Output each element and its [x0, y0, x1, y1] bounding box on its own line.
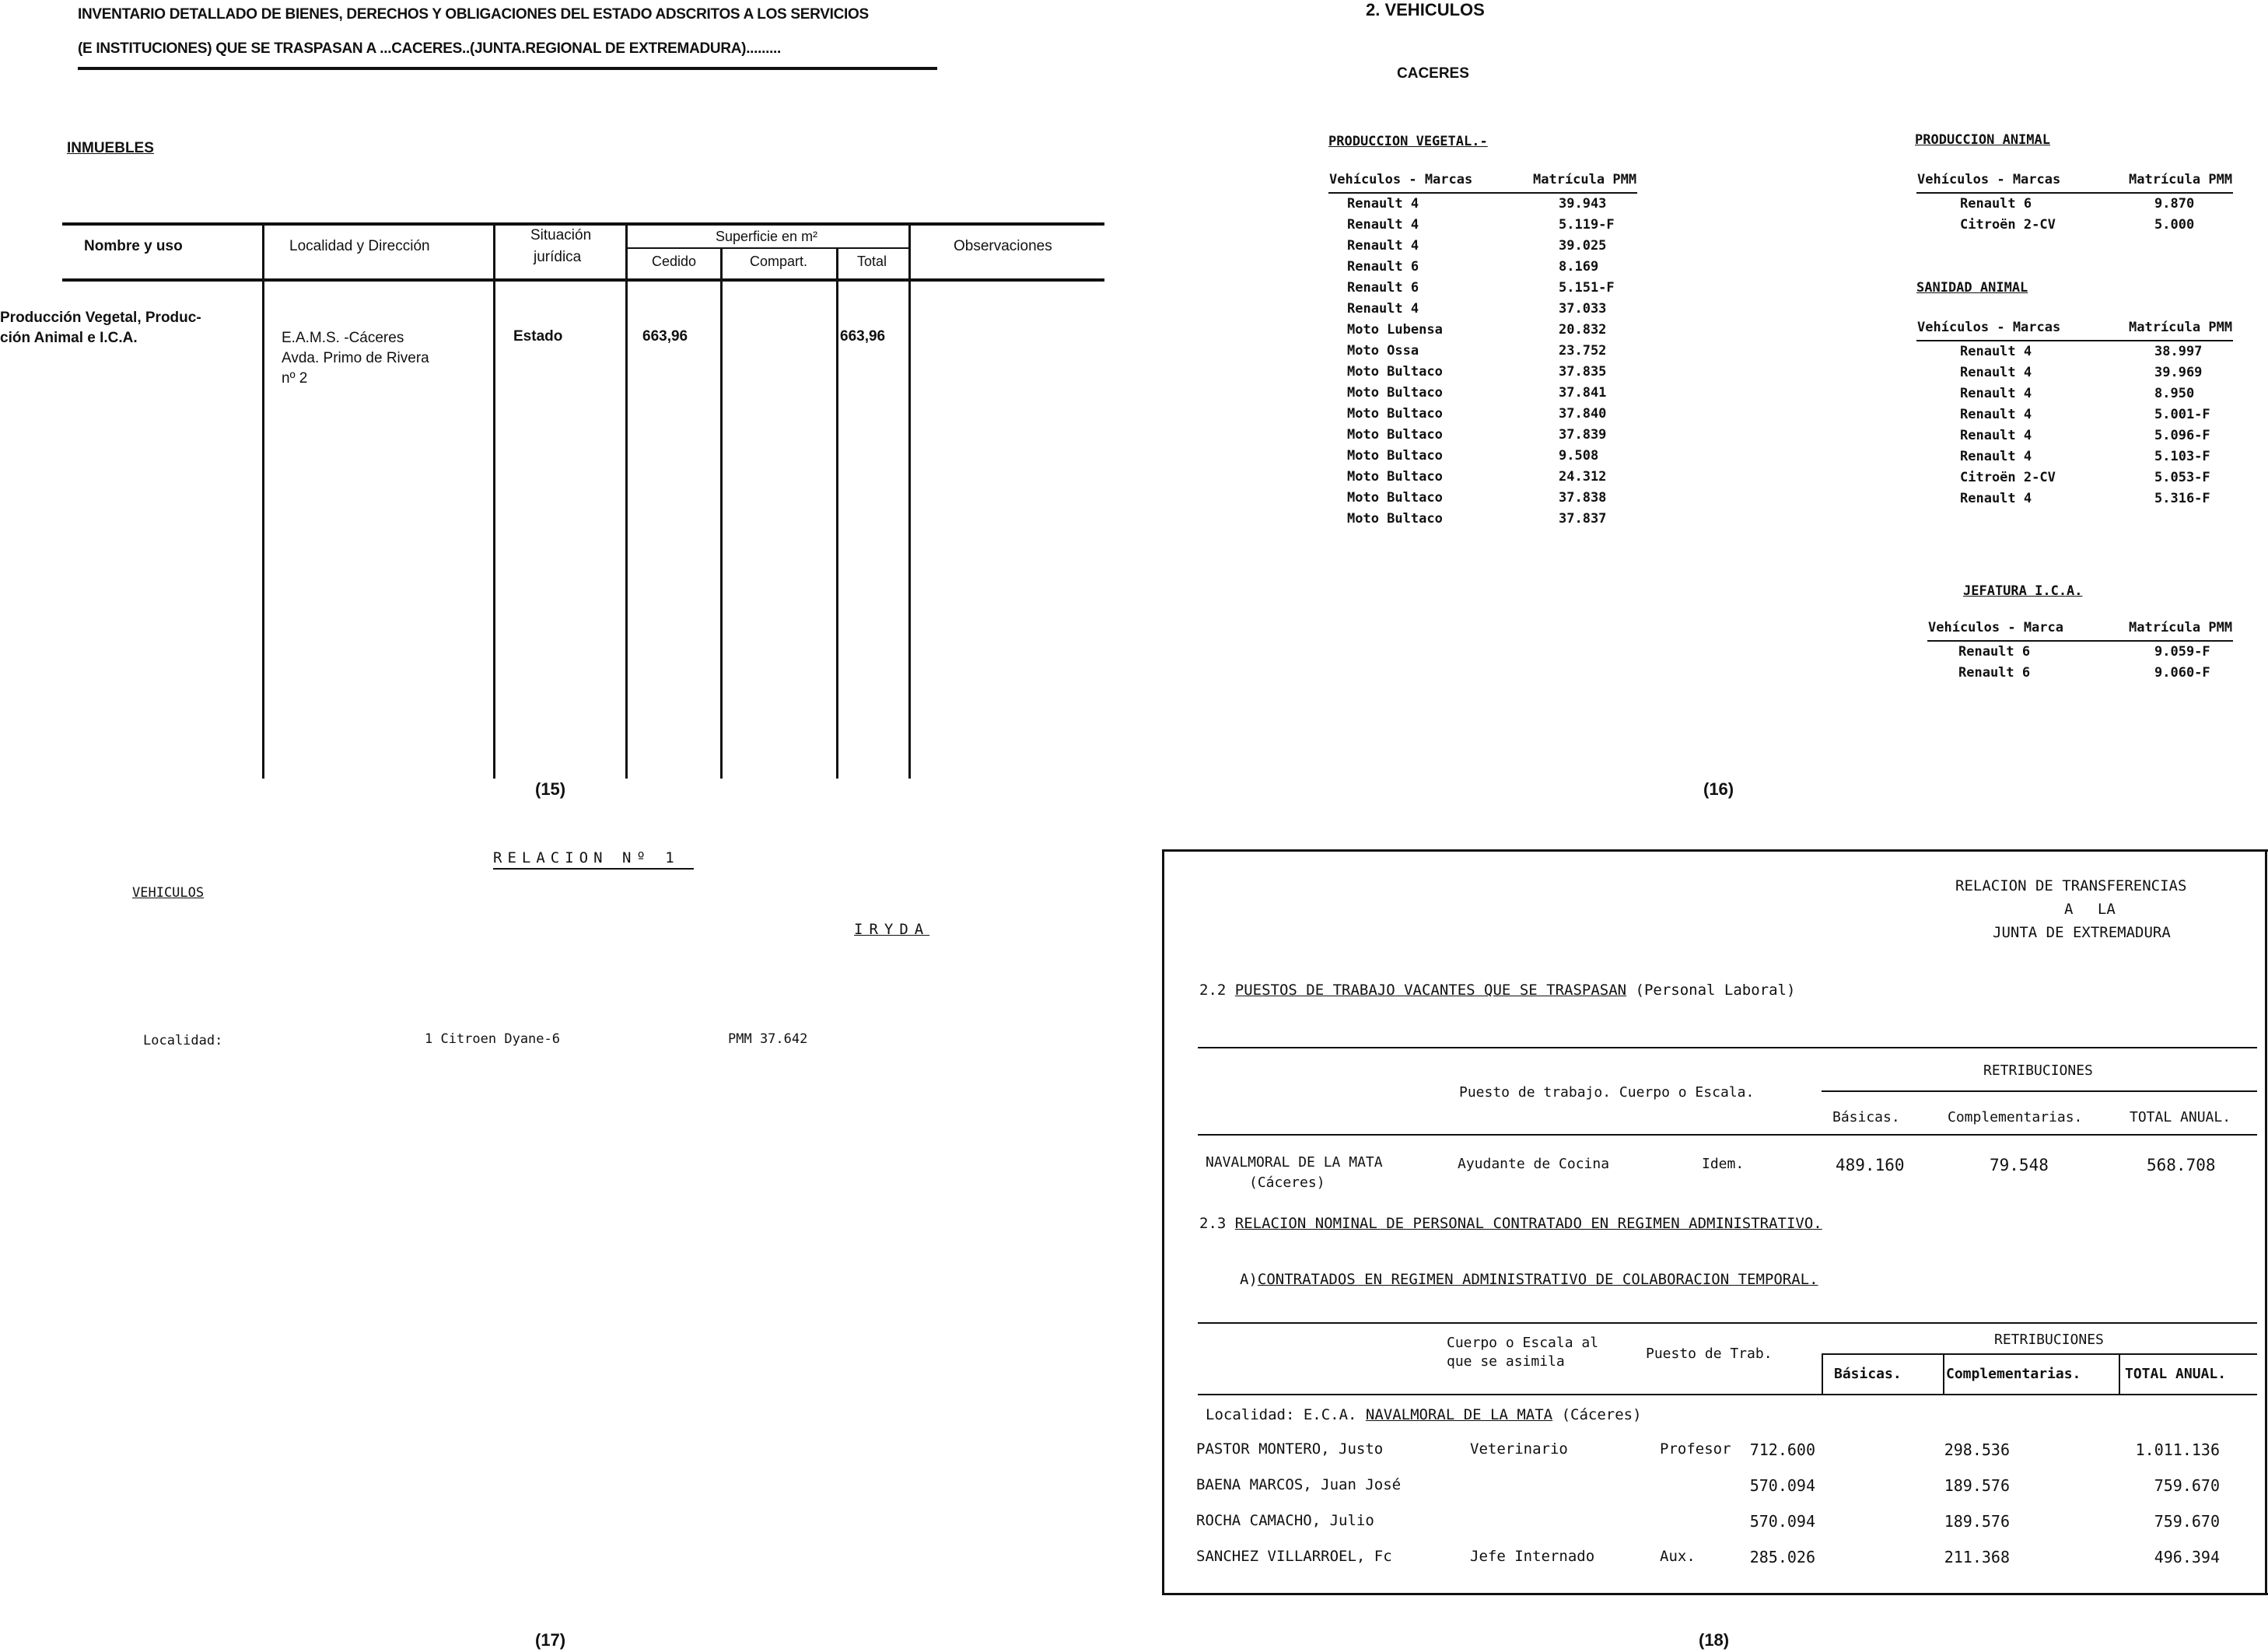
- col-divider: [720, 247, 723, 779]
- vehicle-row: [1328, 278, 1637, 299]
- vehicle-marca: Renault 4: [1960, 428, 2032, 443]
- t2-cell-nombre: ROCHA CAMACHO, Julio: [1196, 1512, 1374, 1529]
- t1-col-total: TOTAL ANUAL.: [2130, 1109, 2231, 1125]
- vehicle-matricula: 39.943: [1559, 196, 1607, 212]
- header-situacion-1: Situación: [530, 227, 592, 243]
- section-vehiculos: VEHICULOS: [132, 885, 205, 901]
- vehicle-matricula: 5.119-F: [1559, 217, 1615, 233]
- t2-col-compl: Complementarias.: [1946, 1366, 2081, 1382]
- vehicle-matricula: 37.839: [1559, 427, 1607, 443]
- vehicle-matricula: 39.025: [1559, 238, 1607, 254]
- vehicle-row: [1916, 467, 2233, 488]
- vehicle-row: [1916, 193, 2233, 215]
- page-number: (18): [1699, 1630, 1730, 1650]
- vehicle-matricula: 39.969: [2154, 365, 2203, 380]
- vehicle-matricula: 5.151-F: [1559, 280, 1615, 296]
- vehicle-matricula: 8.950: [2154, 386, 2195, 401]
- produccion-animal-title: PRODUCCION ANIMAL: [1915, 132, 2050, 148]
- t1-total: 568.708: [2147, 1156, 2216, 1174]
- vehicle-row: [1328, 425, 1637, 446]
- header-compart: Compart.: [750, 254, 808, 269]
- table-header-row: [1916, 319, 2233, 341]
- header-observaciones: Observaciones: [954, 238, 1052, 254]
- jefatura-table: [1927, 619, 2233, 684]
- row-localidad-2: Avda. Primo de Rivera: [282, 350, 429, 366]
- table-header-row: [1927, 619, 2233, 641]
- produccion-vegetal-title: PRODUCCION VEGETAL.-: [1328, 134, 1488, 149]
- t2-header-rule: [1198, 1394, 2257, 1395]
- t2-total-divider: [2119, 1353, 2120, 1394]
- vehicle-matricula: 38.997: [2154, 344, 2203, 359]
- t1-cuerpo: Idem.: [1702, 1156, 1745, 1172]
- page-17: [0, 832, 1089, 1652]
- t1-localidad-1: NAVALMORAL DE LA MATA: [1206, 1154, 1383, 1171]
- table-top-rule: [62, 222, 1104, 226]
- t2-cell-puesto: Aux.: [1660, 1548, 1696, 1565]
- col-marca: Vehículos - Marcas: [1328, 171, 1532, 193]
- vehicle-marca: Renault 6: [1960, 196, 2032, 212]
- relacion-title: RELACION Nº 1: [493, 849, 680, 866]
- vehicle-row: [1328, 215, 1637, 236]
- vehicle-marca: Moto Bultaco: [1347, 469, 1443, 485]
- vehicle-marca: Renault 4: [1960, 407, 2032, 422]
- vehicle-marca: Moto Lubensa: [1347, 322, 1443, 338]
- vehicle-marca: Citroën 2-CV: [1960, 470, 2056, 485]
- vehicle-row: [1328, 509, 1637, 530]
- inventory-heading-line1: INVENTARIO DETALLADO DE BIENES, DERECHOS Y OBLIGACIONES DEL ESTADO ADSCRITOS A LOS SERVICIOS: [78, 6, 869, 23]
- row-situacion: Estado: [513, 328, 563, 345]
- vehicle-row: [1328, 299, 1637, 320]
- vehicle-marca: Renault 4: [1960, 386, 2032, 401]
- vehicle-marca: Renault 4: [1347, 196, 1419, 212]
- section-a-title: CONTRATADOS EN REGIMEN ADMINISTRATIVO DE COLABORACION TEMPORAL.: [1257, 1271, 1818, 1288]
- t1-col-compl: Complementarias.: [1948, 1109, 2083, 1125]
- section-a-prefix: A): [1240, 1271, 1258, 1288]
- frame-left: [1162, 849, 1164, 1594]
- header-situacion-2: jurídica: [534, 249, 582, 265]
- page-15: [0, 0, 1089, 824]
- vehicle-matricula: 5.053-F: [2154, 470, 2210, 485]
- row-nombre-2: ción Animal e I.C.A.: [0, 330, 138, 346]
- table-header-row: [1328, 171, 1637, 193]
- vehicle-row: [1916, 446, 2233, 467]
- vehicle-matricula: 5.000: [2154, 217, 2195, 233]
- t2-cell-total: 496.394: [2154, 1548, 2220, 1566]
- vehicle-marca: Renault 6: [1347, 259, 1419, 275]
- vehicle-row: [1328, 257, 1637, 278]
- t2-cell-basicas: 570.094: [1749, 1512, 1815, 1531]
- t2-col-cuerpo-1: Cuerpo o Escala al: [1447, 1335, 1599, 1351]
- page-18: [1162, 849, 2268, 1652]
- vehiculo-matricula: PMM 37.642: [728, 1031, 808, 1047]
- produccion-animal-table: [1916, 171, 2233, 236]
- t2-retrib-rule: [1822, 1353, 2257, 1355]
- localidad-label: Localidad:: [143, 1033, 223, 1048]
- t2-localidad-name: NAVALMORAL DE LA MATA: [1365, 1406, 1553, 1423]
- produccion-vegetal-table: [1328, 171, 1637, 530]
- t2-cell-total: 759.670: [2154, 1476, 2220, 1495]
- vehicle-row: [1328, 446, 1637, 467]
- vehicle-matricula: 37.837: [1559, 511, 1607, 527]
- vehicle-marca: Renault 6: [1958, 644, 2031, 660]
- vehicle-matricula: 5.001-F: [2154, 407, 2210, 422]
- t2-cell-cuerpo: Veterinario: [1470, 1440, 1568, 1458]
- t2-cell-nombre: SANCHEZ VILLARROEL, Fc: [1196, 1548, 1392, 1565]
- vehicle-marca: Moto Bultaco: [1347, 364, 1443, 380]
- col-matricula: Matrícula PMM: [1532, 171, 1637, 193]
- vehicle-row: [1328, 383, 1637, 404]
- t2-cell-nombre: BAENA MARCOS, Juan José: [1196, 1476, 1402, 1493]
- t2-col-puesto: Puesto de Trab.: [1646, 1346, 1773, 1362]
- vehicle-row: [1328, 488, 1637, 509]
- header-nombre: Nombre y uso: [84, 238, 183, 254]
- t1-retrib-rule: [1822, 1090, 2257, 1092]
- t1-col-retrib: RETRIBUCIONES: [1983, 1062, 2093, 1079]
- vehicle-row: [1927, 663, 2233, 684]
- vehicle-row: [1328, 193, 1637, 215]
- inventory-heading-line2: (E INSTITUCIONES) QUE SE TRASPASAN A ...CACERES..(JUNTA.REGIONAL DE EXTREMADURA).........: [78, 40, 782, 57]
- t2-localidad: [1206, 1406, 1642, 1423]
- t2-col-basicas: Básicas.: [1834, 1366, 1902, 1382]
- vehicle-matricula: 8.169: [1559, 259, 1599, 275]
- section-2-2: [1199, 982, 1795, 999]
- col-divider: [836, 247, 838, 779]
- heading-rule: [78, 67, 937, 70]
- t1-top-rule: [1198, 1047, 2257, 1048]
- header-superficie: Superficie en m²: [716, 229, 818, 244]
- row-localidad-1: E.A.M.S. -Cáceres: [282, 330, 404, 346]
- header-total: Total: [857, 254, 887, 269]
- vehicle-marca: Moto Bultaco: [1347, 406, 1443, 422]
- t2-col-retrib: RETRIBUCIONES: [1994, 1332, 2104, 1348]
- vehicle-marca: Renault 4: [1960, 344, 2032, 359]
- vehicle-marca: Citroën 2-CV: [1960, 217, 2056, 233]
- jefatura-title: JEFATURA I.C.A.: [1963, 583, 2083, 599]
- row-total: 663,96: [840, 328, 886, 345]
- t1-col-puesto: Puesto de trabajo. Cuerpo o Escala.: [1459, 1084, 1755, 1101]
- vehicle-matricula: 5.316-F: [2154, 491, 2210, 506]
- vehicle-marca: Renault 4: [1960, 365, 2032, 380]
- t2-col-total: TOTAL ANUAL.: [2125, 1366, 2227, 1382]
- vehicle-marca: Renault 6: [1958, 665, 2031, 681]
- header-localidad: Localidad y Dirección: [289, 238, 430, 254]
- row-cedido: 663,96: [642, 328, 688, 345]
- vehicle-row: [1916, 425, 2233, 446]
- vehiculo-entry: 1 Citroen Dyane-6: [425, 1031, 560, 1047]
- header-cedido: Cedido: [652, 254, 697, 269]
- vehicle-marca: Renault 4: [1960, 491, 2032, 506]
- t2-cell-total: 1.011.136: [2135, 1440, 2220, 1459]
- t2-localidad-suffix: (Cáceres): [1552, 1406, 1642, 1423]
- superficie-rule: [627, 247, 908, 249]
- t1-header-rule: [1198, 1134, 2257, 1136]
- vehicle-row: [1927, 641, 2233, 663]
- vehicle-matricula: 37.838: [1559, 490, 1607, 506]
- vehicle-matricula: 9.060-F: [2154, 665, 2210, 681]
- vehicle-marca: Renault 4: [1347, 217, 1419, 233]
- vehicle-matricula: 37.835: [1559, 364, 1607, 380]
- t2-col-cuerpo-2: que se asimila: [1447, 1353, 1565, 1370]
- t2-cell-compl: 211.368: [1944, 1548, 2010, 1566]
- vehicle-row: [1916, 404, 2233, 425]
- vehicle-matricula: 5.096-F: [2154, 428, 2210, 443]
- vehicle-row: [1916, 362, 2233, 383]
- vehicle-marca: Renault 6: [1347, 280, 1419, 296]
- col-divider: [493, 222, 495, 779]
- t2-cell-puesto: Profesor: [1660, 1440, 1731, 1458]
- vehicle-matricula: 37.840: [1559, 406, 1607, 422]
- vehicle-matricula: 20.832: [1559, 322, 1607, 338]
- t1-col-basicas: Básicas.: [1832, 1109, 1900, 1125]
- t2-cell-basicas: 570.094: [1749, 1476, 1815, 1495]
- vehicle-marca: Moto Bultaco: [1347, 385, 1443, 401]
- col-matricula: Matrícula PMM: [2128, 619, 2233, 641]
- t1-compl: 79.548: [1990, 1156, 2049, 1174]
- col-marca: Vehículos - Marcas: [1916, 319, 2128, 341]
- col-matricula: Matrícula PMM: [2128, 319, 2233, 341]
- transfer-header-3: JUNTA DE EXTREMADURA: [1993, 924, 2171, 941]
- col-divider: [908, 222, 911, 779]
- vehicle-row: [1916, 341, 2233, 362]
- vehicle-row: [1916, 488, 2233, 509]
- frame-right: [2265, 849, 2267, 1594]
- section-2-3-number: 2.3: [1199, 1215, 1235, 1232]
- vehicle-row: [1916, 215, 2233, 236]
- vehicle-marca: Moto Bultaco: [1347, 448, 1443, 464]
- vehicle-marca: Renault 4: [1347, 238, 1419, 254]
- vehicle-matricula: 23.752: [1559, 343, 1607, 359]
- row-localidad-3: nº 2: [282, 370, 308, 387]
- vehicle-matricula: 9.870: [2154, 196, 2195, 212]
- t1-puesto: Ayudante de Cocina: [1458, 1156, 1610, 1172]
- t2-cell-compl: 189.576: [1944, 1512, 2010, 1531]
- vehicle-marca: Moto Bultaco: [1347, 490, 1443, 506]
- table-header-row: [1916, 171, 2233, 193]
- transfer-header-2: A LA: [2064, 901, 2116, 918]
- page-number: (15): [535, 779, 566, 799]
- t1-localidad-2: (Cáceres): [1249, 1174, 1325, 1191]
- t2-cell-nombre: PASTOR MONTERO, Justo: [1196, 1440, 1384, 1458]
- vehicle-row: [1328, 467, 1637, 488]
- t2-localidad-prefix: Localidad: E.C.A.: [1206, 1406, 1366, 1423]
- section-inmuebles: INMUEBLES: [67, 140, 154, 156]
- vehicle-marca: Moto Bultaco: [1347, 427, 1443, 443]
- section-2-2-number: 2.2: [1199, 982, 1235, 999]
- vehicle-matricula: 9.508: [1559, 448, 1599, 464]
- vehicle-matricula: 24.312: [1559, 469, 1607, 485]
- vehicle-matricula: 37.033: [1559, 301, 1607, 317]
- col-matricula: Matrícula PMM: [2128, 171, 2233, 193]
- section-a: [1240, 1271, 1818, 1288]
- vehicle-row: [1328, 341, 1637, 362]
- section-2-3: [1199, 1215, 1822, 1232]
- vehicle-marca: Renault 4: [1960, 449, 2032, 464]
- iryda-label: IRYDA: [854, 921, 930, 938]
- section-2-2-title: PUESTOS DE TRABAJO VACANTES QUE SE TRASPASAN: [1234, 982, 1627, 999]
- vehicle-matricula: 9.059-F: [2154, 644, 2210, 660]
- vehicle-marca: Moto Ossa: [1347, 343, 1419, 359]
- t2-retrib-divider: [1822, 1353, 1823, 1394]
- transfer-header-1: RELACION DE TRANSFERENCIAS: [1955, 877, 2187, 894]
- vehiculos-title-text: 2. VEHICULOS: [1366, 0, 1485, 19]
- vehicle-marca: Renault 4: [1347, 301, 1419, 317]
- t2-cell-compl: 189.576: [1944, 1476, 2010, 1495]
- vehicle-marca: Moto Bultaco: [1347, 511, 1443, 527]
- vehicle-matricula: 5.103-F: [2154, 449, 2210, 464]
- sanidad-animal-title: SANIDAD ANIMAL: [1916, 280, 2028, 296]
- t2-cell-compl: 298.536: [1944, 1440, 2010, 1459]
- page-16: [1136, 0, 2268, 824]
- table-header-rule: [62, 278, 1104, 282]
- location-caceres: CACERES: [1397, 65, 1469, 82]
- t2-top-rule: [1198, 1322, 2257, 1324]
- vehicle-row: [1328, 362, 1637, 383]
- col-divider: [262, 222, 264, 779]
- page-number: (16): [1703, 779, 1734, 799]
- t2-compl-divider: [1943, 1353, 1944, 1394]
- t2-bottom-rule: [1162, 1593, 2268, 1595]
- row-nombre-1: Producción Vegetal, Produc-: [0, 310, 201, 326]
- section-2-2-suffix: (Personal Laboral): [1626, 982, 1796, 999]
- col-marca: Vehículos - Marca: [1927, 619, 2128, 641]
- t2-cell-total: 759.670: [2154, 1512, 2220, 1531]
- t2-cell-basicas: 712.600: [1749, 1440, 1815, 1459]
- frame-top: [1162, 849, 2268, 852]
- t2-cell-cuerpo: Jefe Internado: [1470, 1548, 1595, 1565]
- vehicle-row: [1328, 404, 1637, 425]
- sanidad-animal-table: [1916, 319, 2233, 509]
- vehicle-row: [1916, 383, 2233, 404]
- relacion-title-rule: [493, 868, 694, 870]
- vehicle-row: [1328, 320, 1637, 341]
- section-2-3-title: RELACION NOMINAL DE PERSONAL CONTRATADO EN REGIMEN ADMINISTRATIVO.: [1234, 1215, 1822, 1232]
- col-marca: Vehículos - Marcas: [1916, 171, 2128, 193]
- t1-basicas: 489.160: [1836, 1156, 1905, 1174]
- vehicle-row: [1328, 236, 1637, 257]
- col-divider: [625, 222, 628, 779]
- t2-cell-basicas: 285.026: [1749, 1548, 1815, 1566]
- vehiculos-title: [1366, 0, 1485, 20]
- page-number: (17): [535, 1630, 566, 1650]
- vehicle-matricula: 37.841: [1559, 385, 1607, 401]
